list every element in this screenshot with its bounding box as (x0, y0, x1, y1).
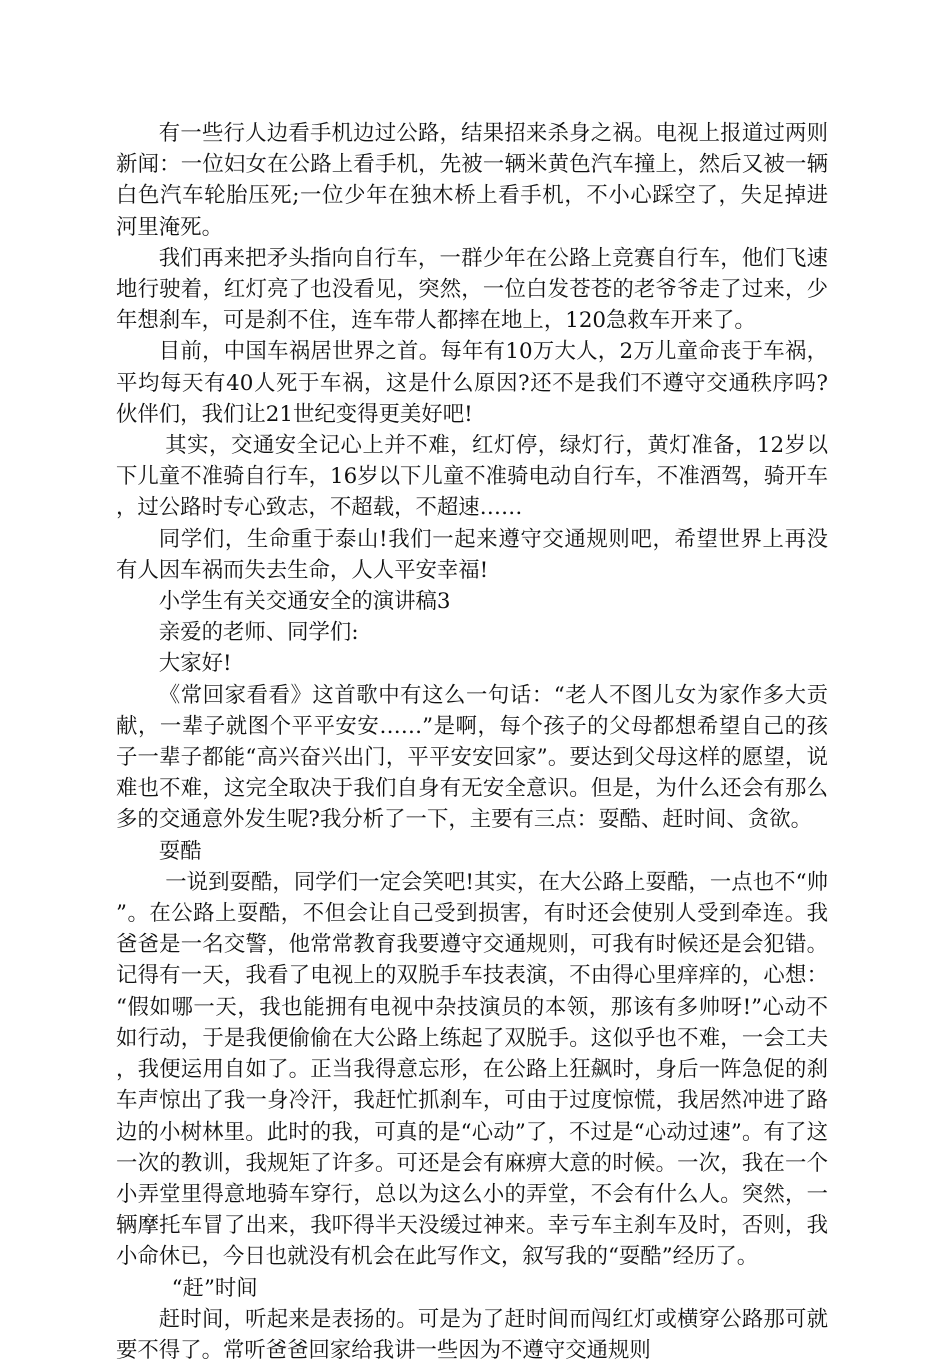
greeting: 大家好! (158, 651, 232, 677)
section-heading-show-off: 耍酷 (158, 838, 202, 864)
paragraph-statistics: 目前，中国车祸居世界之首。每年有10万大人，2万儿童命丧于车祸，平均每天有40人死于车祸，这是什么原因?还不是我们不遵守交通秩序吗?伙伴们，我们让21世纪变得更美好吧! (116, 339, 828, 427)
paragraph-closing: 同学们，生命重于泰山!我们一起来遵守交通规则吧，希望世界上再没有人因车祸而失去生命，人人平安幸福! (116, 526, 828, 583)
paragraph-rush-time: 赶时间，听起来是表扬的。可是为了赶时间而闯红灯或横穿公路那可就要不得了。常听爸爸回家给我讲一些因为不遵守交通规则 (116, 1306, 828, 1363)
section-heading-rush-time: “赶”时间 (171, 1275, 258, 1301)
paragraph-phone-walking: 有一些行人边看手机边过公路，结果招来杀身之祸。电视上报道过两则新闻：一位妇女在公路上看手机，先被一辆米黄色汽车撞上，然后又被一辆白色汽车轮胎压死;一位少年在独木桥上看手机，不小心踩空了，失足掉进河里淹死。 (116, 121, 828, 240)
speech-title: 小学生有关交通安全的演讲稿3 (158, 589, 451, 615)
salutation: 亲爱的老师、同学们: (158, 620, 359, 646)
paragraph-song-intro: 《常回家看看》这首歌中有这么一句话：“老人不图儿女为家作多大贡献，一辈子就图个平平安安……”是啊，每个孩子的父母都想希望自己的孩子一辈子都能“高兴奋兴出门，平平安安回家”。要达到父母这样的愿望，说难也不难，这完全取决于我们自身有无安全意识。但是，为什么还会有那么多的交通意外发生呢?我分析了一下，主要有三点：耍酷、赶时间、贪欲。 (116, 682, 828, 833)
paragraph-show-off-story: 一说到耍酷，同学们一定会笑吧!其实，在大公路上耍酷，一点也不“帅”。在公路上耍酷，不但会让自己受到损害，有时还会使别人受到牵连。我爸爸是一名交警，他常常教育我要遵守交通规则，可我有时候还是会犯错。记得有一天，我看了电视上的双脱手车技表演，不由得心里痒痒的，心想：“假如哪一天，我也能拥有电视中杂技演员的本领，那该有多帅呀!”心动不如行动，于是我便偷偷在大公路上练起了双脱手。这似乎也不难，一会工夫，我便运用自如了。正当我得意忘形，在公路上狂飙时，身后一阵急促的刹车声惊出了我一身冷汗，我赶忙抓刹车，可由于过度惊慌，我居然冲进了路边的小树林里。此时的我，可真的是“心动”了，不过是“心动过速”。有了这一次的教训，我规矩了许多。可还是会有麻痹大意的时候。一次，我在一个小弄堂里得意地骑车穿行，总以为这么小的弄堂，不会有什么人。突然，一辆摩托车冒了出来，我吓得半天没缓过神来。幸亏车主刹车及时，否则，我小命休已，今日也就没有机会在此写作文，叙写我的“耍酷”经历了。 (116, 869, 828, 1270)
document-body (116, 118, 828, 1366)
paragraph-safety-rules: 其实，交通安全记心上并不难，红灯停，绿灯行，黄灯准备，12岁以下儿童不准骑自行车，16岁以下儿童不准骑电动自行车，不准酒驾，骑开车，过公路时专心致志，不超载，不超速…… (116, 433, 828, 521)
paragraph-bicycle-race: 我们再来把矛头指向自行车，一群少年在公路上竞赛自行车，他们飞速地行驶着，红灯亮了也没看见，突然，一位白发苍苍的老爷爷走了过来，少年想刹车，可是刹不住，连车带人都摔在地上，120急救车开来了。 (116, 245, 828, 334)
